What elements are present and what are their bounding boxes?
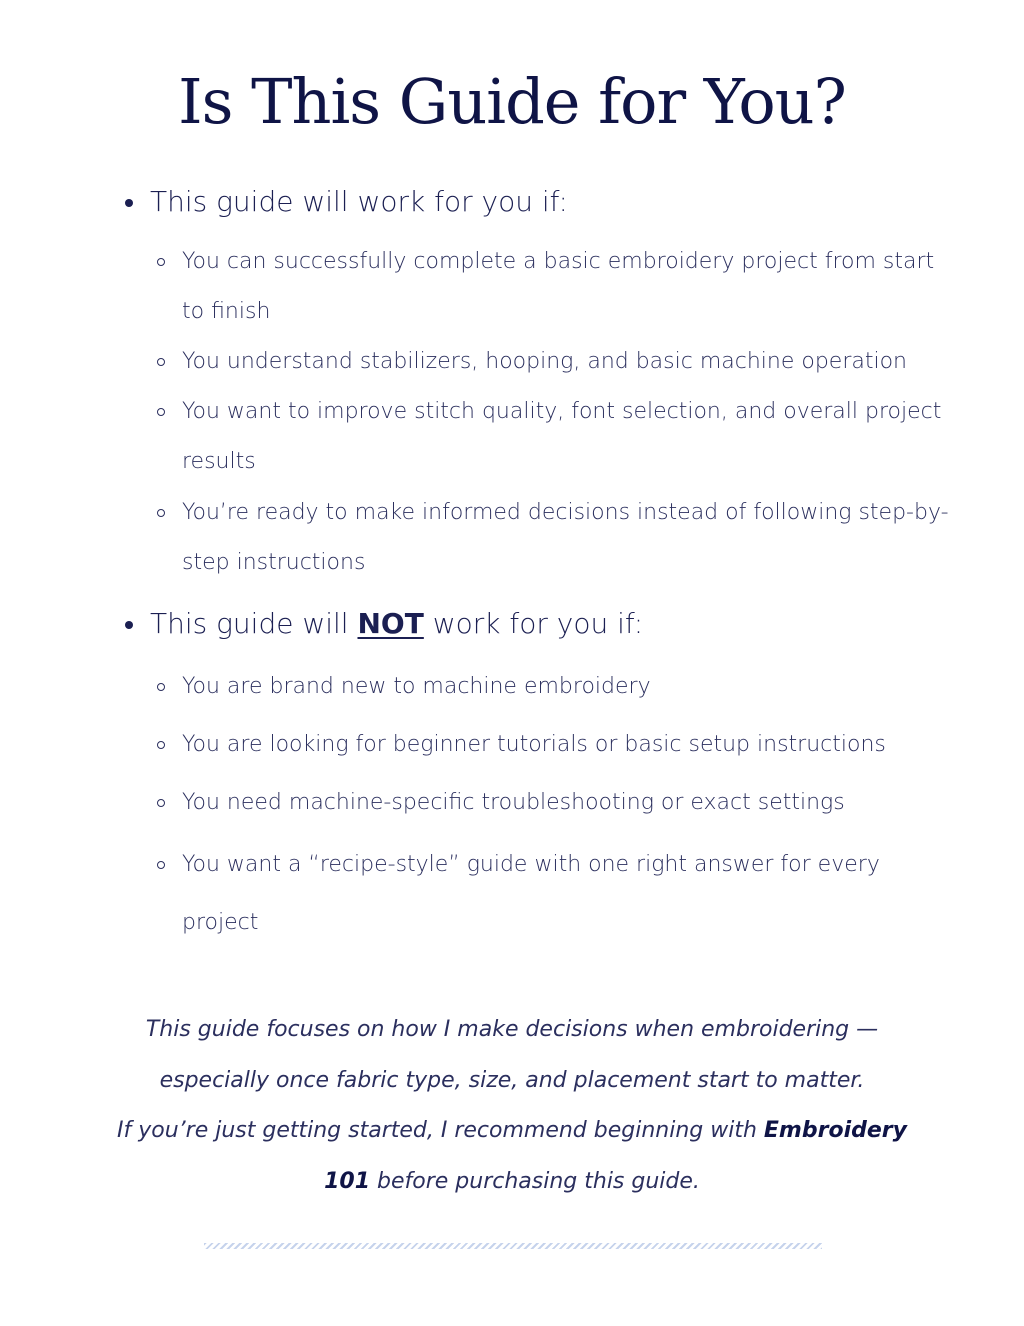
not-works-heading-after: work for you if: — [423, 607, 644, 640]
list-item — [182, 836, 962, 952]
bullet-dot-icon — [125, 199, 133, 207]
bullet-dot-icon — [125, 621, 133, 629]
bullet-ring-icon — [157, 408, 165, 416]
list-item-text: You need machine-specific troubleshooting or exact settings — [182, 790, 845, 815]
bullet-ring-icon — [157, 683, 165, 691]
list-item — [182, 720, 962, 770]
list-item-text: You understand stabilizers, hooping, and basic machine operation — [182, 349, 907, 374]
bullet-ring-icon — [157, 358, 165, 366]
list-item-text: You can successfully complete a basic embroidery project from start to finish — [182, 249, 935, 324]
not-works-heading-before: This guide will — [150, 607, 358, 640]
works-heading — [150, 182, 568, 222]
list-item-text: You are looking for beginner tutorials or basic setup instructions — [182, 732, 886, 757]
list-item-text: You want to improve stitch quality, font selection, and overall project results — [182, 399, 942, 474]
bullet-ring-icon — [157, 861, 165, 869]
list-item — [182, 778, 962, 828]
decorative-divider — [204, 1243, 822, 1249]
not-works-heading — [150, 604, 643, 644]
bullet-ring-icon — [157, 509, 165, 517]
list-item — [182, 237, 962, 337]
list-item — [182, 662, 962, 712]
note-line-2-before: If you’re just getting started, I recommend beginning with — [117, 1118, 764, 1143]
bullet-ring-icon — [157, 741, 165, 749]
list-item — [182, 337, 962, 387]
works-heading-text: This guide will work for you if: — [150, 185, 568, 218]
note-line-2-after: before purchasing this guide. — [370, 1168, 700, 1194]
list-item-text: You are brand new to machine embroidery — [182, 674, 651, 699]
page-title: Is This Guide for You? — [178, 65, 846, 138]
not-works-heading-emphasis: NOT — [357, 607, 424, 640]
list-item-text: You want a “recipe-style” guide with one right answer for every project — [182, 852, 880, 935]
list-item — [182, 387, 962, 487]
note-line-1: This guide focuses on how I make decisions when embroidering — especially once fabric type, size, and placement start to matter. — [145, 1017, 879, 1093]
list-item-text: You’re ready to make informed decisions instead of following step-by-step instructions — [182, 500, 949, 575]
note-course-name: Embroidery 101 — [324, 1118, 907, 1194]
note-line-2 — [100, 1106, 924, 1207]
bullet-ring-icon — [157, 799, 165, 807]
bullet-ring-icon — [157, 258, 165, 266]
guide-note — [100, 1005, 924, 1207]
list-item — [182, 488, 962, 588]
